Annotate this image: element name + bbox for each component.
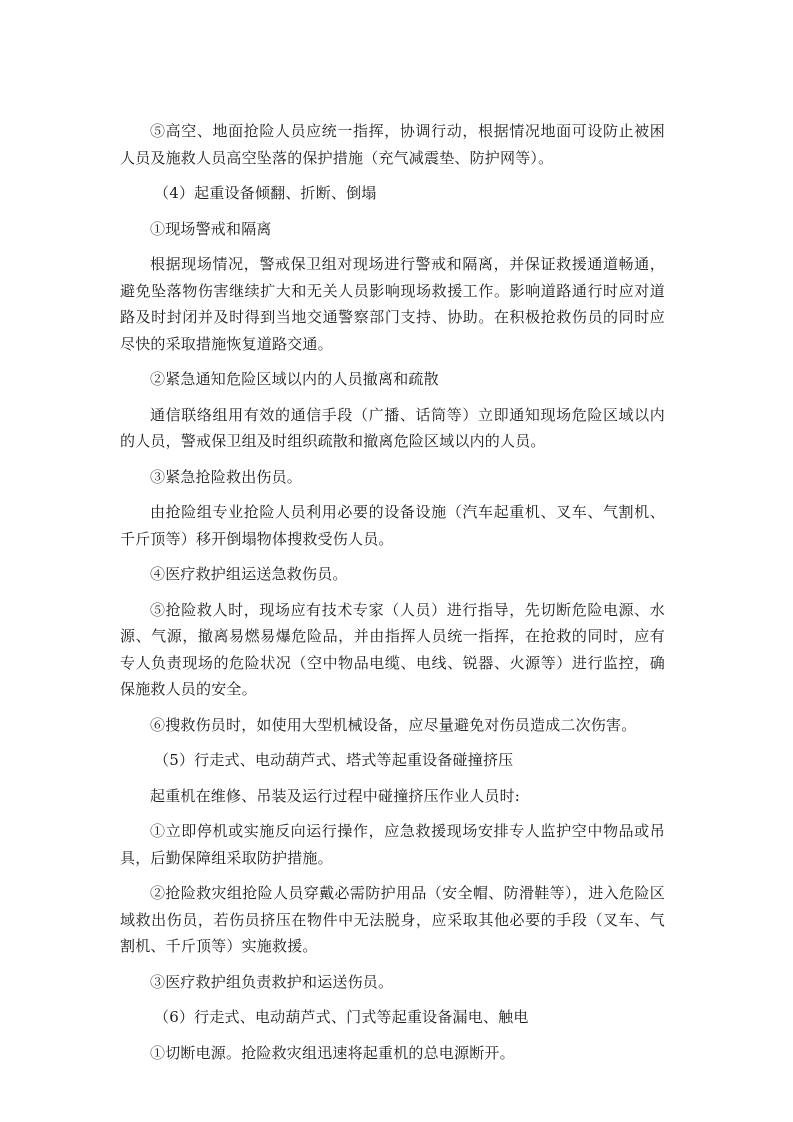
paragraph-8: 由抢险组专业抢险人员利用必要的设备设施（汽车起重机、叉车、气割机、千斤顶等）移开倒塌物体搜救受伤人员。 xyxy=(120,503,665,548)
section-heading-6: （6）行走式、电动葫芦式、门式等起重设备漏电、触电 xyxy=(154,1008,529,1026)
paragraph-1: ⑤高空、地面抢险人员应统一指挥，协调行动，根据情况地面可设防止被困人员及施救人员高空坠落的保护措施（充气减震垫、防护网等）。 xyxy=(120,122,665,167)
paragraph-16: ③医疗救护组负责救护和运送伤员。 xyxy=(150,972,394,991)
paragraph-10: ⑤抢险救人时，现场应有技术专家（人员）进行指导，先切断危险电源、水源、气源，撤离易燃易爆危险品，并由指挥人员统一指挥，在抢救的同时，应有专人负责现场的危险状况（空中物品电缆、电线、锐器、火源等）进行监控，确保施救人员的安全。 xyxy=(120,600,665,698)
document-body xyxy=(120,118,665,1075)
paragraph-15: ②抢险救灾组抢险人员穿戴必需防护用品（安全帽、防滑鞋等），进入危险区域救出伤员，若伤员挤压在物件中无法脱身，应采取其他必要的手段（叉车、气割机、千斤顶等）实施救援。 xyxy=(120,884,665,955)
paragraph-6: 通信联络组用有效的通信手段（广播、话筒等）立即通知现场危险区域以内的人员，警戒保卫组及时组织疏散和撤离危险区域以内的人员。 xyxy=(120,405,665,450)
section-heading-4: （4）起重设备倾翻、折断、倒塌 xyxy=(154,184,377,202)
section-heading-5: （5）行走式、电动葫芦式、塔式等起重设备碰撞挤压 xyxy=(154,751,514,769)
paragraph-9: ④医疗救护组运送急救伤员。 xyxy=(150,565,348,583)
paragraph-11: ⑥搜救伤员时，如使用大型机械设备，应尽量避免对伤员造成二次伤害。 xyxy=(150,715,637,734)
paragraph-13: 起重机在维修、吊装及运行过程中碰撞挤压作业人员时: xyxy=(150,786,521,805)
paragraph-14: ①立即停机或实施反向运行操作，应急救援现场安排专人监护空中物品或吊具，后勤保障组采取防护措施。 xyxy=(120,822,665,867)
paragraph-3: ①现场警戒和隔离 xyxy=(150,219,272,238)
paragraph-4: 根据现场情况，警戒保卫组对现场进行警戒和隔离，并保证救援通道畅通，避免坠落物伤害继续扩大和无关人员影响现场救援工作。影响道路通行时应对道路及时封闭并及时得到当地交通警察部门支持、协助。在积极抢救伤员的同时应尽快的采取措施恢复道路交通。 xyxy=(120,255,665,353)
paragraph-18: ①切断电源。抢险救灾组迅速将起重机的总电源断开。 xyxy=(150,1043,515,1062)
paragraph-5: ②紧急通知危险区域以内的人员撤离和疏散 xyxy=(150,370,439,388)
paragraph-7: ③紧急抢险救出伤员。 xyxy=(150,467,303,486)
